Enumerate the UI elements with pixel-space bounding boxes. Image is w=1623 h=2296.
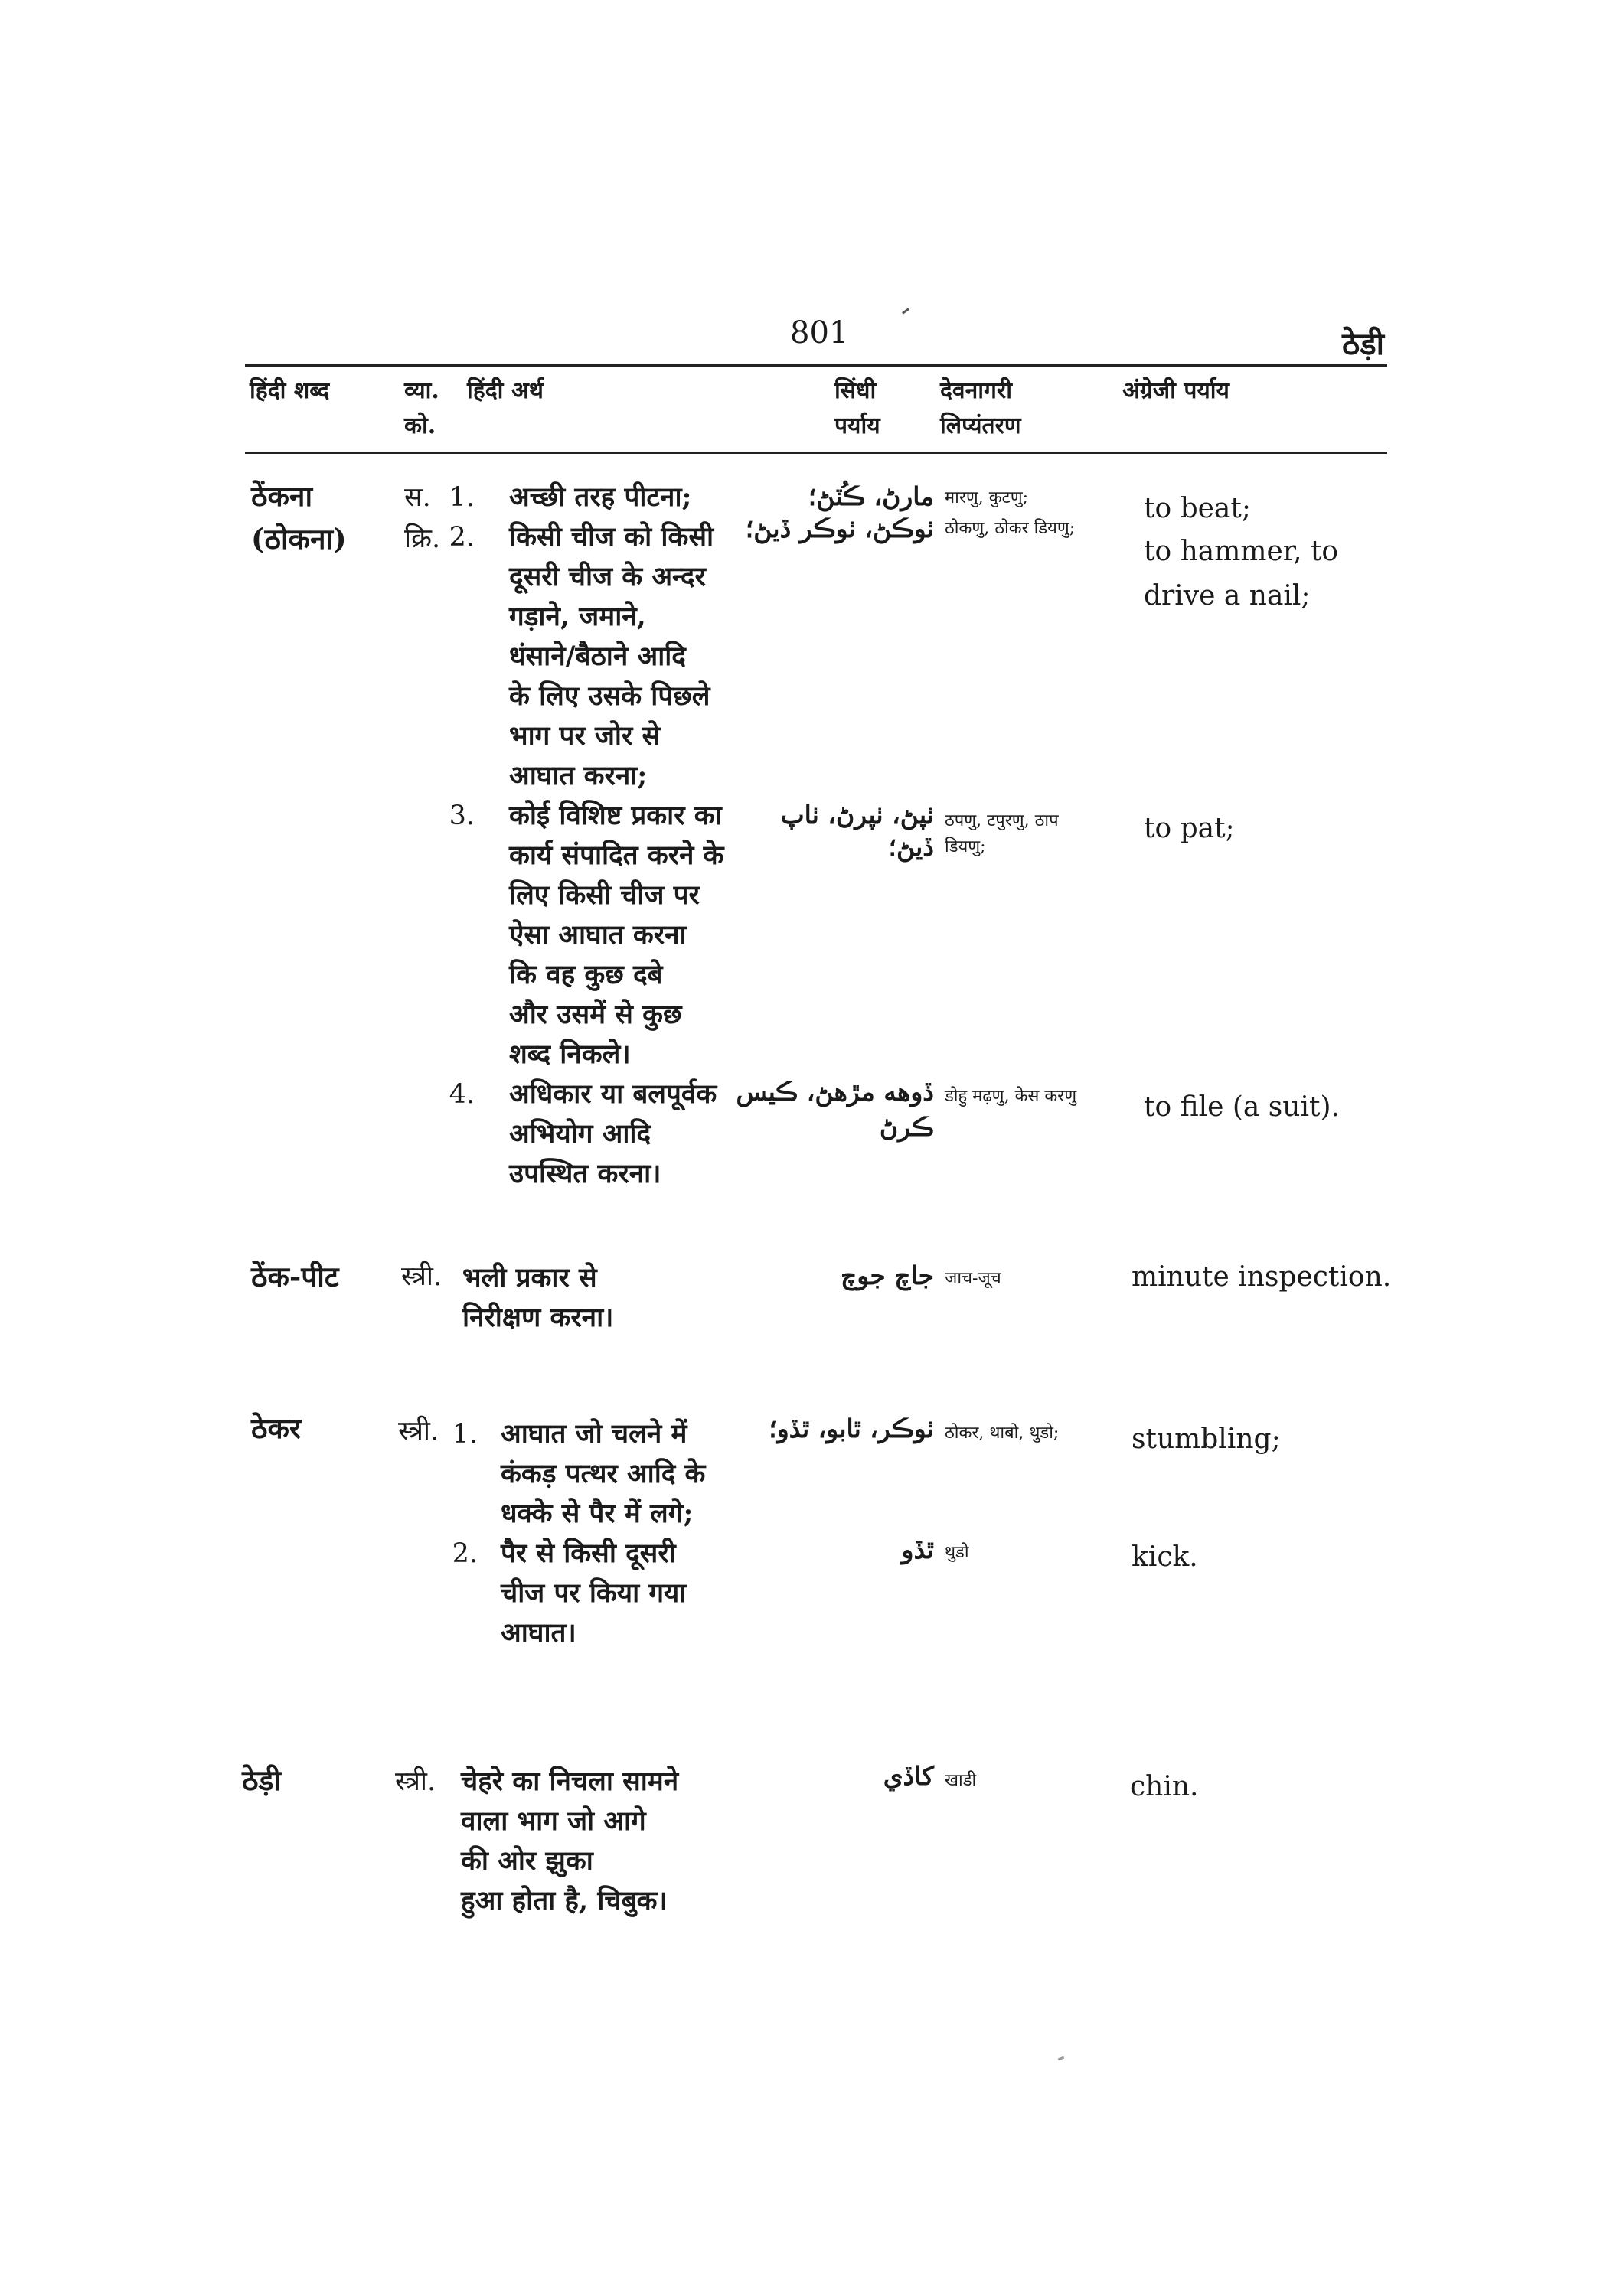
devanagari-transliteration: ठोकर, थाबो, थुडो;: [945, 1424, 1060, 1443]
sindhi-equivalent: جاچ جوچ: [841, 1261, 934, 1290]
grammar-label: स.: [404, 482, 431, 513]
english-equivalent: to beat;: [1144, 493, 1251, 524]
header-hindi-word: हिंदी शब्द: [250, 377, 330, 404]
english-equivalent: minute inspection.: [1132, 1261, 1392, 1293]
hindi-meaning-line: वाला भाग जो आगे: [461, 1805, 646, 1837]
english-equivalent: to file (a suit).: [1144, 1091, 1340, 1123]
header-grammar-line1: व्या.: [404, 377, 439, 404]
sindhi-equivalent: ٿڏو: [901, 1534, 934, 1564]
sense-number: 2.: [452, 1538, 478, 1569]
hindi-meaning-line: धक्के से पैर में लगे;: [501, 1498, 694, 1529]
guide-word: ठेड़ी: [1342, 326, 1384, 362]
hindi-meaning-line: अच्छी तरह पीटना;: [509, 481, 692, 513]
sindhi-equivalent: ڏيڻ؛: [888, 832, 934, 862]
sindhi-equivalent: ڏوهه مڙهڻ، ڪيس: [736, 1077, 934, 1107]
devanagari-transliteration: जाच-जूच: [945, 1269, 1001, 1288]
headword: ठेकर: [251, 1411, 302, 1445]
page-number: 801: [790, 315, 849, 351]
sindhi-equivalent: ٺپڻ، ٺپرڻ، ٺاپ: [780, 800, 934, 830]
sindhi-equivalent: مارڻ، ڪُٽڻ؛: [808, 481, 934, 511]
header-devanagari-line2: लिप्यंतरण: [940, 413, 1021, 439]
hindi-meaning-line: हुआ होता है, चिबुक।: [461, 1885, 668, 1916]
hindi-meaning-line: आघात जो चलने में: [501, 1418, 687, 1450]
header-english: अंग्रेजी पर्याय: [1122, 377, 1229, 404]
headword: ठेंकना: [251, 479, 313, 513]
sindhi-equivalent: ٺوڪر، ٿابو، ٿڏو؛: [769, 1414, 934, 1443]
hindi-meaning-line: ऐसा आघात करना: [509, 919, 687, 951]
header-top-rule: [245, 364, 1387, 367]
hindi-meaning-line: अधिकार या बलपूर्वक: [509, 1078, 717, 1110]
hindi-meaning-line: आघात करना;: [509, 760, 648, 791]
hindi-meaning-line: भली प्रकार से: [462, 1262, 597, 1293]
hindi-meaning-line: कार्य संपादित करने के: [509, 840, 724, 871]
sindhi-equivalent: کاڏي: [883, 1761, 934, 1791]
hindi-meaning-line: के लिए उसके पिछले: [509, 680, 710, 712]
hindi-meaning-line: पैर से किसी दूसरी: [501, 1538, 676, 1569]
sindhi-equivalent: ٺوڪڻ، ٺوڪر ڏيڻ؛: [745, 514, 934, 543]
devanagari-transliteration: मारणु, कुटणु;: [945, 488, 1029, 507]
scan-speck: [1058, 2056, 1065, 2061]
hindi-meaning-line: और उसमें से कुछ: [509, 999, 682, 1030]
hindi-meaning-line: शब्द निकले।: [509, 1039, 631, 1070]
scan-mark: [902, 308, 909, 314]
headword: ठेंक-पीट: [251, 1260, 339, 1293]
sense-number: 4.: [449, 1079, 475, 1110]
hindi-meaning-line: चेहरे का निचला सामने: [461, 1766, 679, 1797]
english-equivalent: kick.: [1132, 1541, 1198, 1573]
header-grammar-line2: को.: [404, 413, 436, 439]
hindi-meaning-line: निरीक्षण करना।: [462, 1302, 614, 1333]
hindi-meaning-line: भाग पर जोर से: [509, 720, 661, 752]
sense-number: 1.: [449, 482, 475, 513]
grammar-label: स्त्री.: [401, 1261, 442, 1292]
devanagari-transliteration: ठोकणु, ठोकर डियणु;: [945, 519, 1076, 538]
english-equivalent: stumbling;: [1132, 1424, 1281, 1455]
hindi-meaning-line: चीज पर किया गया: [501, 1577, 687, 1609]
grammar-label-line2: क्रि.: [404, 523, 441, 554]
hindi-meaning-line: कि वह कुछ दबे: [509, 959, 663, 990]
grammar-label: स्त्री.: [398, 1416, 439, 1446]
devanagari-transliteration: डियणु;: [945, 837, 986, 856]
hindi-meaning-line: गड़ाने, जमाने,: [509, 601, 646, 632]
hindi-meaning-line: दूसरी चीज के अन्दर: [509, 561, 706, 592]
hindi-meaning-line: अभियोग आदि: [509, 1118, 651, 1150]
header-sindhi-line2: पर्याय: [834, 413, 880, 439]
header-bottom-rule: [245, 452, 1387, 454]
header-sindhi-line1: सिंधी: [834, 377, 877, 404]
hindi-meaning-line: धंसाने/बैठाने आदि: [509, 641, 686, 672]
sense-number: 2.: [449, 522, 475, 553]
hindi-meaning-line: की ओर झुका: [461, 1845, 593, 1877]
sense-number: 3.: [449, 801, 475, 831]
devanagari-transliteration: खाडी: [945, 1771, 977, 1790]
hindi-meaning-line: कंकड़ पत्थर आदि के: [501, 1458, 706, 1489]
sindhi-equivalent: ڪرڻ: [879, 1112, 934, 1142]
sense-number: 1.: [452, 1419, 478, 1450]
header-hindi-meaning: हिंदी अर्थ: [467, 377, 544, 404]
hindi-meaning-line: उपस्थित करना।: [509, 1158, 661, 1189]
devanagari-transliteration: डोहु मढ़णु, केस करणु: [945, 1087, 1077, 1106]
english-equivalent: to pat;: [1144, 813, 1235, 844]
hindi-meaning-line: आघात।: [501, 1617, 576, 1649]
headword-variant: (ठोकना): [251, 522, 347, 556]
english-equivalent: chin.: [1130, 1771, 1199, 1802]
english-equivalent: to hammer, to: [1144, 536, 1339, 567]
header-devanagari-line1: देवनागरी: [940, 377, 1012, 404]
english-equivalent: drive a nail;: [1144, 580, 1311, 612]
headword: ठेड़ी: [242, 1763, 281, 1797]
hindi-meaning-line: किसी चीज को किसी: [509, 521, 714, 553]
hindi-meaning-line: लिए किसी चीज पर: [509, 879, 700, 911]
grammar-label: स्त्री.: [395, 1766, 436, 1797]
hindi-meaning-line: कोई विशिष्ट प्रकार का: [509, 800, 722, 831]
devanagari-transliteration: ठपणु, टपुरणु, ठाप: [945, 811, 1059, 830]
devanagari-transliteration: थुडो: [945, 1543, 969, 1562]
